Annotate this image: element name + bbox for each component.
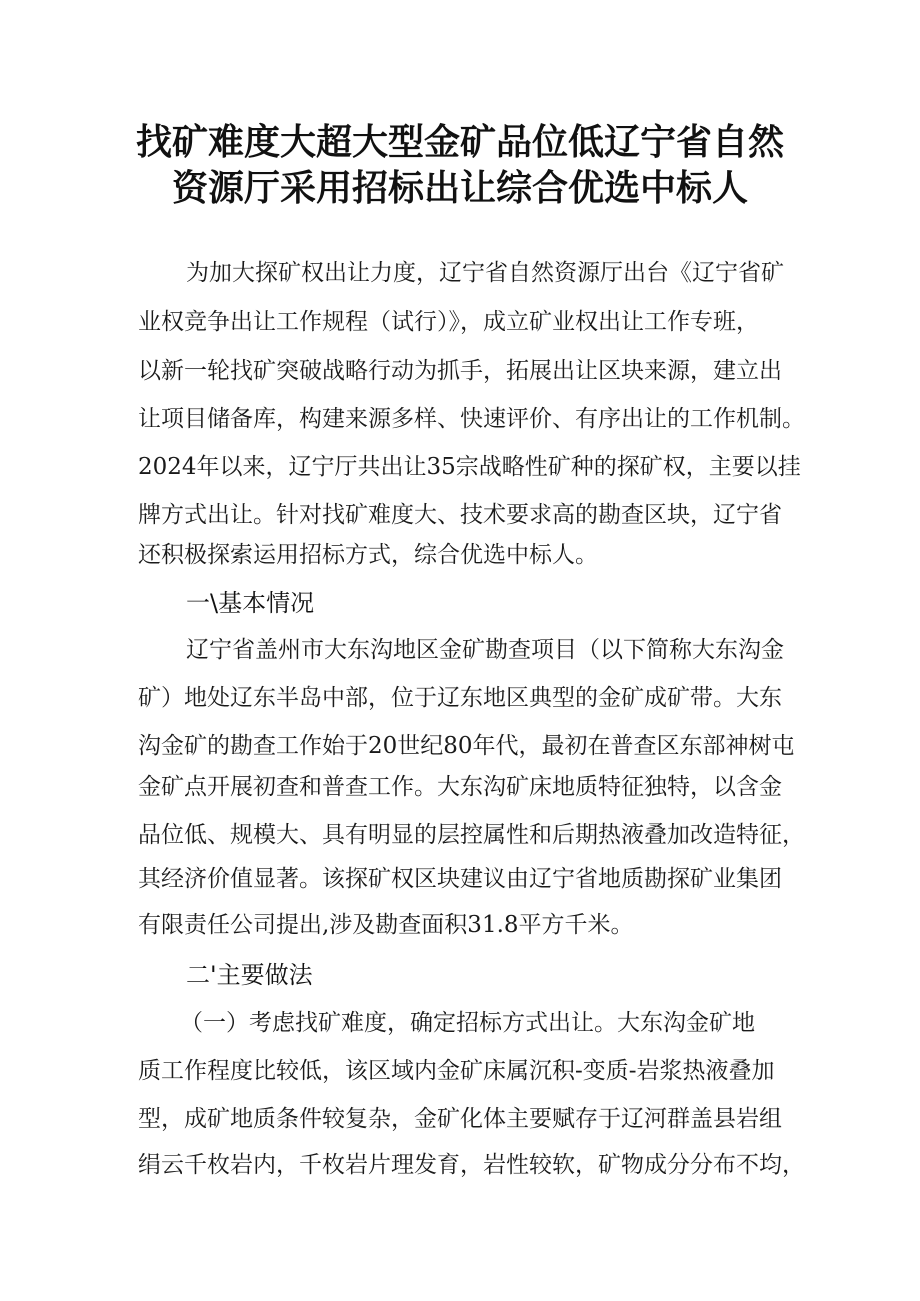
section-1-line-3: 沟金矿的勘查工作始于20世纪80年代，最初在普查区东部神树屯 bbox=[138, 733, 795, 759]
section-1-line-6: 其经济价值显著。该探矿权区块建议由辽宁省地质勘探矿业集团 bbox=[138, 866, 782, 892]
intro-line-2: 业权竞争出让工作规程（试行）》，成立矿业权出让工作专班， bbox=[138, 309, 759, 335]
section-1-line-4: 金矿点开展初查和普查工作。大东沟矿床地质特征独特，以含金 bbox=[138, 774, 782, 800]
document-title-line-2: 资源厅采用招标出让综合优选中标人 bbox=[171, 168, 748, 209]
intro-line-6: 牌方式出让。针对找矿难度大、技术要求高的勘查区块，辽宁省 bbox=[138, 502, 782, 528]
document-title-line-1: 找矿难度大超大型金矿品位低辽宁省自然 bbox=[135, 122, 784, 163]
section-2-line-2: 质工作程度比较低，该区域内金矿床属沉积-变质-岩浆热液叠加 bbox=[138, 1058, 775, 1084]
intro-line-5: 2024年以来，辽宁厅共出让35宗战略性矿种的探矿权，主要以挂 bbox=[138, 454, 801, 480]
section-2-line-3: 型，成矿地质条件较复杂，金矿化体主要赋存于辽河群盖县岩组 bbox=[138, 1106, 782, 1132]
intro-line-1: 为加大探矿权出让力度，辽宁省自然资源厅出台《辽宁省矿 bbox=[186, 260, 784, 286]
section-1-line-7: 有限责任公司提出,涉及勘查面积31.8平方千米。 bbox=[138, 912, 634, 938]
intro-line-4: 让项目储备库，构建来源多样、快速评价、有序出让的工作机制。 bbox=[138, 406, 805, 432]
intro-line-3: 以新一轮找矿突破战略行动为抓手，拓展出让区块来源，建立出 bbox=[138, 358, 782, 384]
section-1-line-5: 品位低、规模大、具有明显的层控属性和后期热液叠加改造特征， bbox=[138, 822, 805, 848]
section-2-line-4: 绢云千枚岩内，千枚岩片理发育，岩性较软，矿物成分分布不均， bbox=[138, 1152, 805, 1178]
section-1-heading: 一\基本情况 bbox=[186, 589, 315, 617]
section-1-line-2: 矿）地处辽东半岛中部，位于辽东地区典型的金矿成矿带。大东 bbox=[138, 685, 782, 711]
intro-line-7: 还积极探索运用招标方式，综合优选中标人。 bbox=[138, 542, 598, 568]
section-2-line-1: （一）考虑找矿难度，确定招标方式出让。大东沟金矿地 bbox=[180, 1010, 755, 1036]
section-1-line-1: 辽宁省盖州市大东沟地区金矿勘查项目（以下简称大东沟金 bbox=[186, 637, 784, 663]
section-2-heading: 二'主要做法 bbox=[186, 961, 313, 989]
